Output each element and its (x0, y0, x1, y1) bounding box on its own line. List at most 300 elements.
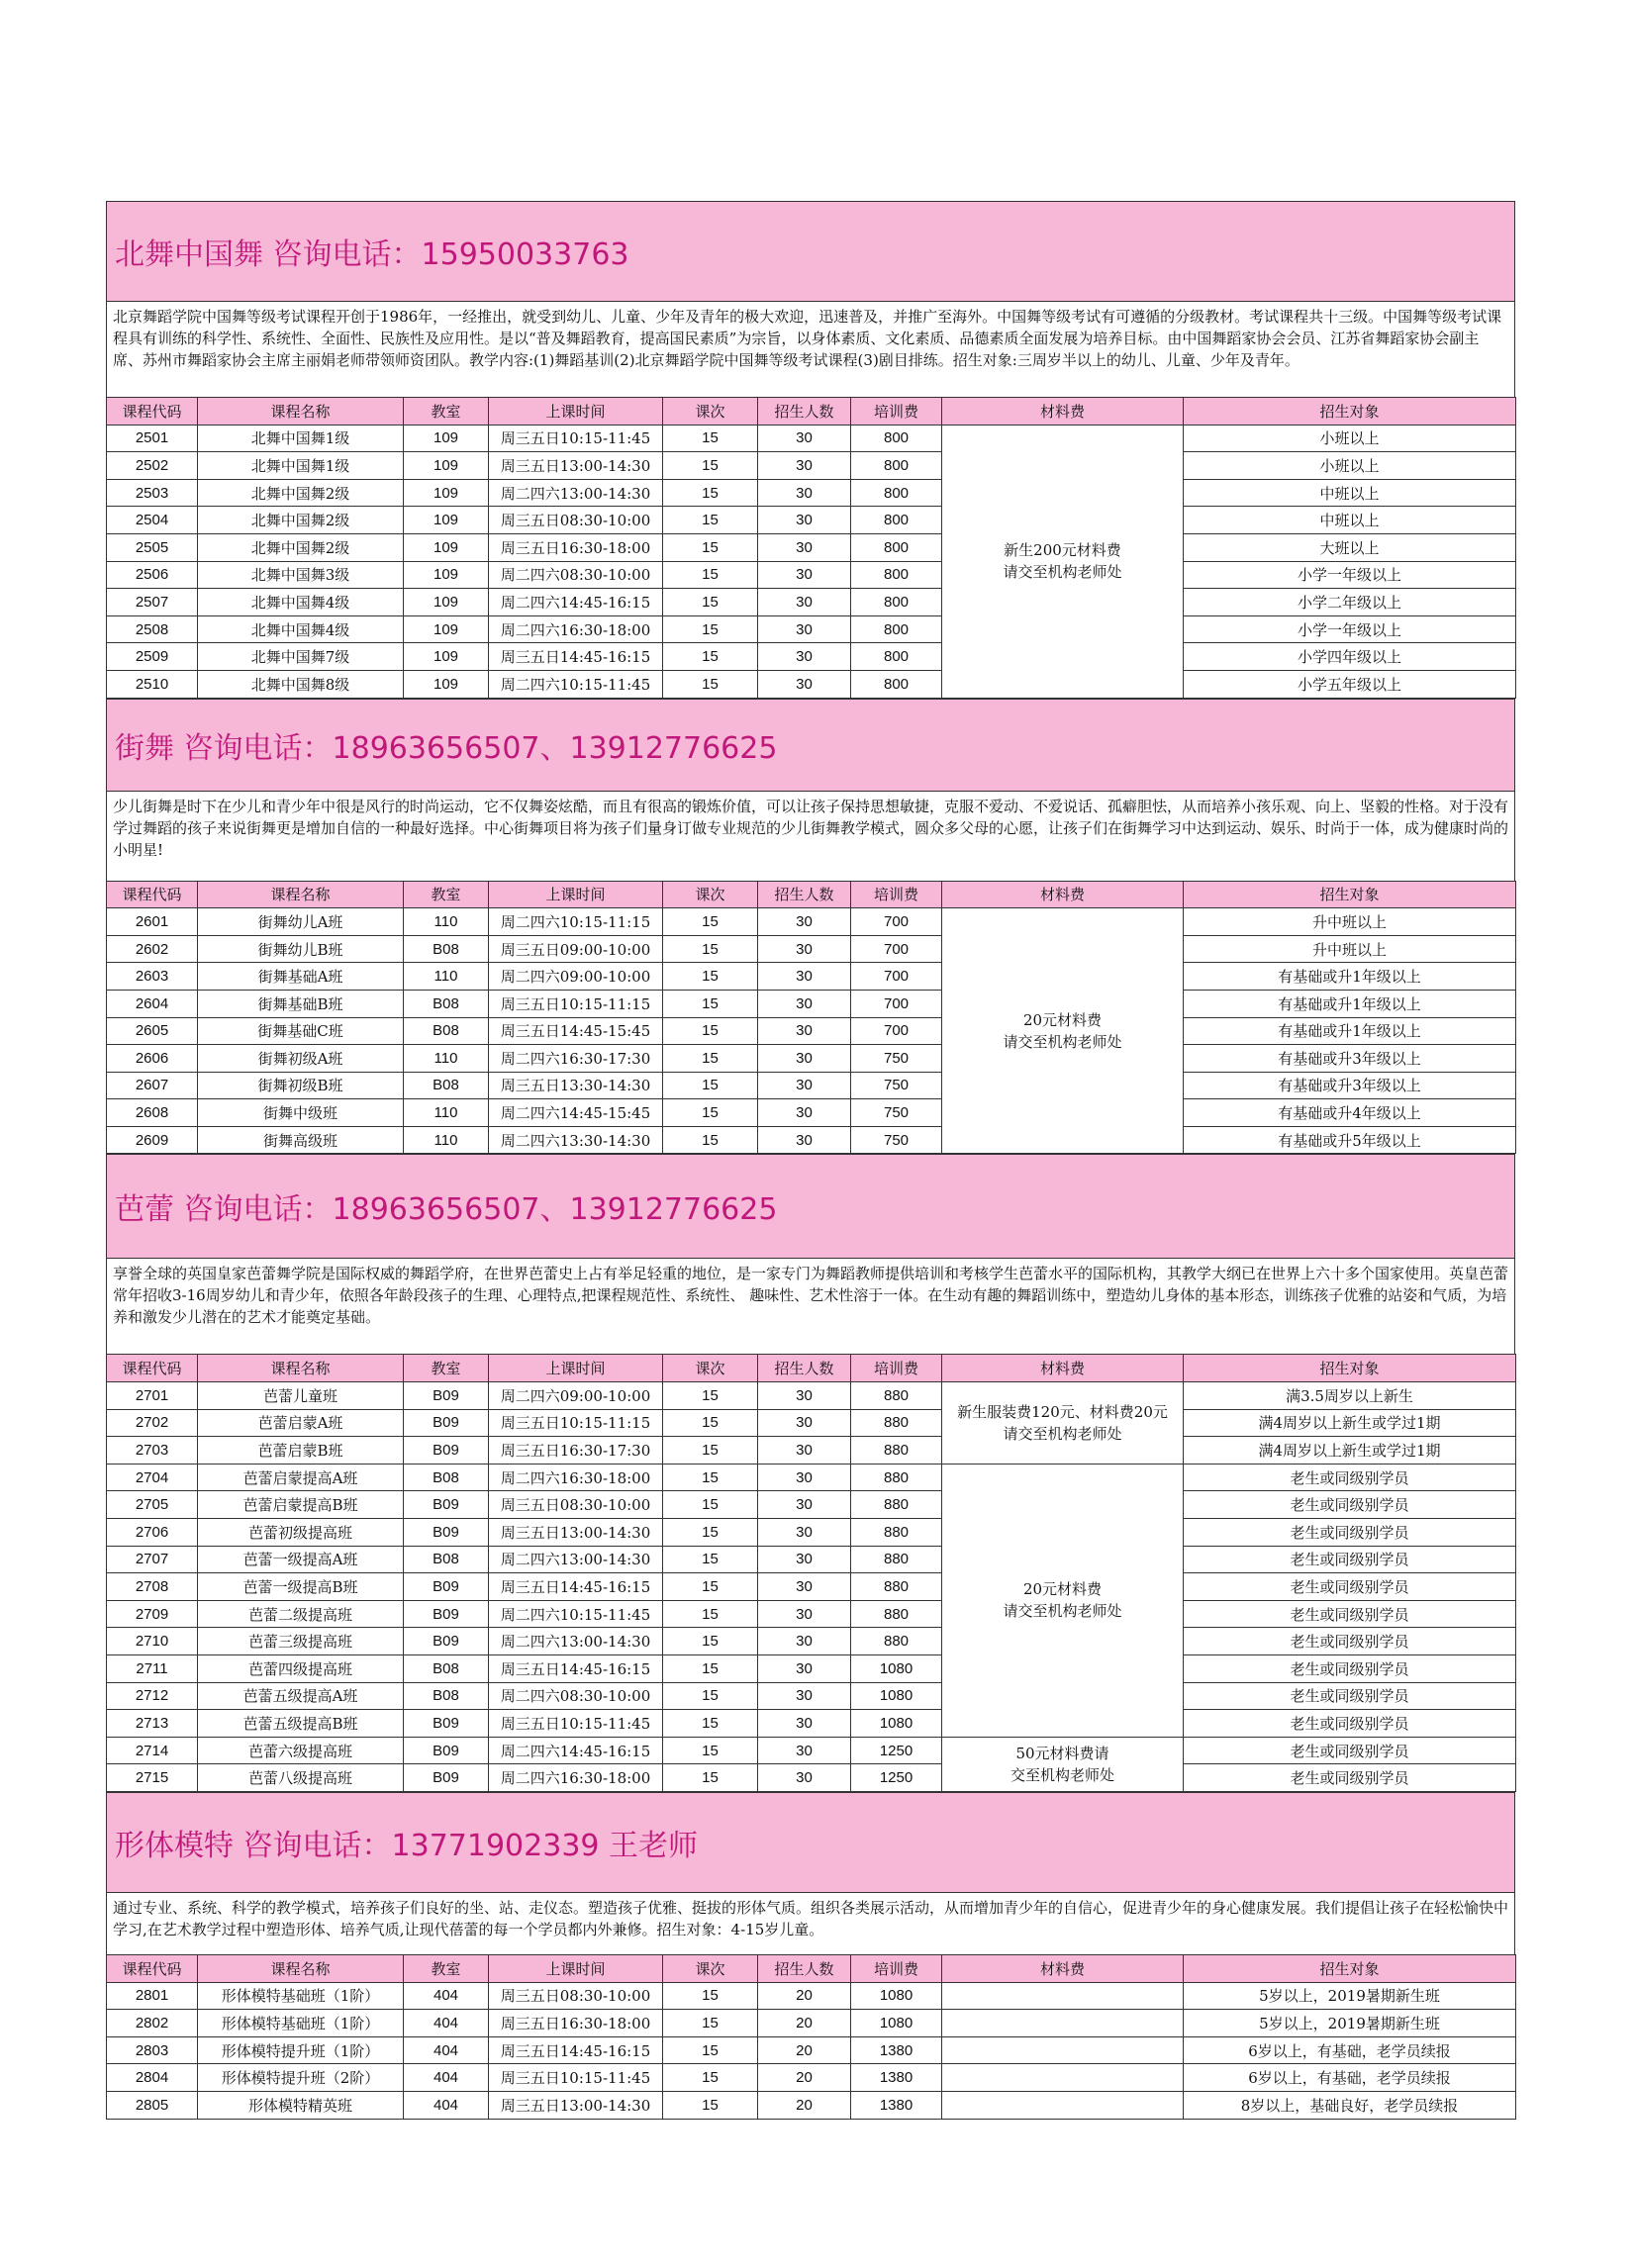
table-cell: B08 (404, 1017, 489, 1045)
table-cell: 15 (663, 1382, 758, 1410)
table-cell: 有基础或升1年级以上 (1184, 963, 1516, 991)
table-cell: 880 (851, 1519, 942, 1547)
table-row (107, 2091, 1516, 2119)
table-row (107, 425, 1516, 452)
table-cell: 周二四六08:30-10:00 (489, 561, 663, 589)
table-cell: 8岁以上，基础良好，老学员续报 (1184, 2091, 1516, 2119)
table-cell: 北舞中国舞4级 (198, 615, 404, 643)
table-cell: 周二四六16:30-18:00 (489, 1464, 663, 1491)
table-row (107, 1464, 1516, 1491)
course-section (106, 699, 1515, 1155)
table-row (107, 908, 1516, 936)
table-cell: 15 (663, 2010, 758, 2037)
table-cell: 15 (663, 479, 758, 507)
material-fee-cell (942, 2036, 1184, 2064)
course-section (106, 1154, 1515, 1792)
table-cell: 2603 (107, 963, 198, 991)
column-header: 上课时间 (489, 1954, 663, 1982)
table-row (107, 452, 1516, 480)
table-row (107, 589, 1516, 616)
table-cell: 880 (851, 1600, 942, 1628)
table-cell: 15 (663, 533, 758, 561)
table-cell: 700 (851, 908, 942, 936)
column-header: 上课时间 (489, 881, 663, 908)
table-cell: 15 (663, 1764, 758, 1792)
table-cell: 老生或同级别学员 (1184, 1710, 1516, 1738)
table-cell: 老生或同级别学员 (1184, 1464, 1516, 1491)
table-cell: 老生或同级别学员 (1184, 1655, 1516, 1683)
table-cell: 2507 (107, 589, 198, 616)
table-cell: 880 (851, 1464, 942, 1491)
table-cell: 750 (851, 1045, 942, 1073)
table-cell: 周三五日10:15-11:15 (489, 990, 663, 1017)
table-cell: B09 (404, 1409, 489, 1437)
table-cell: 880 (851, 1437, 942, 1465)
table-row (107, 1682, 1516, 1710)
table-cell: 15 (663, 1491, 758, 1519)
table-cell: 30 (758, 1382, 851, 1410)
table-cell: 小学一年级以上 (1184, 561, 1516, 589)
table-cell: 北舞中国舞8级 (198, 670, 404, 698)
table-cell: 2503 (107, 479, 198, 507)
table-cell: 2712 (107, 1682, 198, 1710)
table-cell: 20 (758, 2091, 851, 2119)
table-cell: 2506 (107, 561, 198, 589)
table-cell: B09 (404, 1600, 489, 1628)
table-cell: 20 (758, 2036, 851, 2064)
table-cell: 15 (663, 1655, 758, 1683)
table-cell: 2715 (107, 1764, 198, 1792)
material-fee-cell (942, 2010, 1184, 2037)
table-cell: 芭蕾启蒙提高A班 (198, 1464, 404, 1491)
section-description: 通过专业、系统、科学的教学模式，培养孩子们良好的坐、站、走仪态。塑造孩子优雅、挺拔的形体气质。组织各类展示活动，从而增加青少年的自信心，促进青少年的身心健康发展。我们提倡让孩子在轻松愉快中学习,在艺术教学过程中塑造形体、培养气质,让现代蓓蕾的每一个学员都内外兼修。招生对象：4-15岁儿童。 (106, 1892, 1515, 1954)
table-cell: 30 (758, 1409, 851, 1437)
table-cell: 2801 (107, 1982, 198, 2010)
table-cell: 2804 (107, 2064, 198, 2092)
table-cell: 街舞初级B班 (198, 1072, 404, 1099)
table-cell: 周三五日14:45-16:15 (489, 1655, 663, 1683)
course-section (106, 1792, 1515, 2120)
table-cell: 15 (663, 963, 758, 991)
table-cell: 2704 (107, 1464, 198, 1491)
table-cell: 2502 (107, 452, 198, 480)
table-cell: 15 (663, 1628, 758, 1655)
table-cell: 芭蕾儿童班 (198, 1382, 404, 1410)
table-header-row (107, 1355, 1516, 1382)
table-cell: 周二四六14:45-16:15 (489, 1737, 663, 1764)
column-header: 教室 (404, 1954, 489, 1982)
table-row (107, 1600, 1516, 1628)
table-cell: 芭蕾四级提高班 (198, 1655, 404, 1683)
table-cell: 2509 (107, 643, 198, 671)
table-cell: 700 (851, 963, 942, 991)
table-cell: 小学一年级以上 (1184, 615, 1516, 643)
table-cell: 周三五日16:30-18:00 (489, 533, 663, 561)
table-cell: 芭蕾三级提高班 (198, 1628, 404, 1655)
table-cell: 芭蕾初级提高班 (198, 1519, 404, 1547)
table-cell: 大班以上 (1184, 533, 1516, 561)
table-cell: 30 (758, 1126, 851, 1154)
table-cell: 15 (663, 1072, 758, 1099)
table-cell: 1080 (851, 1682, 942, 1710)
table-cell: 老生或同级别学员 (1184, 1682, 1516, 1710)
table-cell: 109 (404, 643, 489, 671)
table-header-row (107, 1954, 1516, 1982)
table-cell: 街舞基础A班 (198, 963, 404, 991)
column-header: 课程代码 (107, 398, 198, 425)
table-cell: 老生或同级别学员 (1184, 1491, 1516, 1519)
table-cell: 404 (404, 2064, 489, 2092)
table-cell: 形体模特基础班（1阶） (198, 2010, 404, 2037)
table-cell: 1080 (851, 1655, 942, 1683)
table-cell: 2706 (107, 1519, 198, 1547)
column-header: 招生人数 (758, 1355, 851, 1382)
table-cell: 满3.5周岁以上新生 (1184, 1382, 1516, 1410)
table-cell: 30 (758, 1072, 851, 1099)
table-cell: 周三五日14:45-15:45 (489, 1017, 663, 1045)
section-title: 形体模特 咨询电话：13771902339 王老师 (106, 1792, 1515, 1892)
table-cell: 30 (758, 643, 851, 671)
section-title: 北舞中国舞 咨询电话：15950033763 (106, 201, 1515, 301)
table-cell: 街舞幼儿B班 (198, 935, 404, 963)
table-cell: 2805 (107, 2091, 198, 2119)
table-row (107, 533, 1516, 561)
table-cell: 800 (851, 670, 942, 698)
table-cell: 15 (663, 2036, 758, 2064)
table-cell: 404 (404, 2091, 489, 2119)
table-cell: 110 (404, 908, 489, 936)
table-cell: 小班以上 (1184, 425, 1516, 452)
table-cell: 有基础或升1年级以上 (1184, 1017, 1516, 1045)
table-cell: 880 (851, 1628, 942, 1655)
table-row (107, 1628, 1516, 1655)
table-row (107, 1710, 1516, 1738)
table-cell: 2714 (107, 1737, 198, 1764)
table-cell: 109 (404, 615, 489, 643)
table-cell: B08 (404, 1655, 489, 1683)
table-cell: 110 (404, 1099, 489, 1127)
table-cell: 30 (758, 1764, 851, 1792)
table-cell: 2605 (107, 1017, 198, 1045)
table-cell: 升中班以上 (1184, 935, 1516, 963)
course-table (106, 397, 1516, 699)
table-cell: 街舞中级班 (198, 1099, 404, 1127)
column-header: 课次 (663, 398, 758, 425)
table-row (107, 1017, 1516, 1045)
table-cell: 街舞高级班 (198, 1126, 404, 1154)
column-header: 招生对象 (1184, 1954, 1516, 1982)
table-cell: 15 (663, 1519, 758, 1547)
table-cell: 30 (758, 1737, 851, 1764)
table-cell: 周二四六13:00-14:30 (489, 1546, 663, 1573)
table-cell: 109 (404, 561, 489, 589)
table-cell: 升中班以上 (1184, 908, 1516, 936)
column-header: 课程名称 (198, 881, 404, 908)
table-cell: 北舞中国舞4级 (198, 589, 404, 616)
table-cell: 15 (663, 2091, 758, 2119)
table-cell: 20 (758, 1982, 851, 2010)
table-cell: 周三五日10:15-11:45 (489, 1710, 663, 1738)
table-cell: B08 (404, 1682, 489, 1710)
table-cell: B08 (404, 1464, 489, 1491)
table-row (107, 1437, 1516, 1465)
table-cell: 15 (663, 1017, 758, 1045)
table-cell: 109 (404, 533, 489, 561)
column-header: 培训费 (851, 398, 942, 425)
table-cell: B09 (404, 1737, 489, 1764)
section-description: 享誉全球的英国皇家芭蕾舞学院是国际权威的舞蹈学府，在世界芭蕾史上占有举足轻重的地位，是一家专门为舞蹈教师提供培训和考核学生芭蕾水平的国际机构，其教学大纲已在世界上六十多个国家使用。英皇芭蕾常年招收3-16周岁幼儿和青少年，依照各年龄段孩子的生理、心理特点,把课程规范性、系统性、 趣味性、艺术性溶于一体。在生动有趣的舞蹈训练中，塑造幼儿身体的基本形态，训练孩子优雅的站姿和气质，为培养和激发少儿潜在的艺术才能奠定基础。 (106, 1258, 1515, 1354)
table-cell: 北舞中国舞1级 (198, 425, 404, 452)
table-row (107, 1382, 1516, 1410)
column-header: 招生人数 (758, 1954, 851, 1982)
table-row (107, 615, 1516, 643)
table-cell: 6岁以上，有基础，老学员续报 (1184, 2036, 1516, 2064)
table-cell: 周三五日10:15-11:45 (489, 425, 663, 452)
table-cell: 北舞中国舞2级 (198, 533, 404, 561)
material-fee-cell (942, 2091, 1184, 2119)
table-row (107, 1045, 1516, 1073)
column-header: 课程代码 (107, 1954, 198, 1982)
table-cell: 15 (663, 2064, 758, 2092)
table-cell: 30 (758, 533, 851, 561)
table-cell: 中班以上 (1184, 479, 1516, 507)
table-cell: 750 (851, 1099, 942, 1127)
table-cell: 15 (663, 1682, 758, 1710)
table-cell: 2604 (107, 990, 198, 1017)
table-row (107, 963, 1516, 991)
table-cell: 30 (758, 452, 851, 480)
table-cell: 880 (851, 1546, 942, 1573)
table-cell: 2707 (107, 1546, 198, 1573)
table-cell: 800 (851, 589, 942, 616)
table-row (107, 1737, 1516, 1764)
table-cell: 15 (663, 561, 758, 589)
table-cell: 2803 (107, 2036, 198, 2064)
column-header: 上课时间 (489, 1355, 663, 1382)
table-cell: 30 (758, 1710, 851, 1738)
column-header: 教室 (404, 398, 489, 425)
column-header: 教室 (404, 1355, 489, 1382)
table-cell: 周二四六10:15-11:45 (489, 670, 663, 698)
table-row (107, 561, 1516, 589)
section-title: 街舞 咨询电话：18963656507、13912776625 (106, 699, 1515, 791)
table-cell: 1250 (851, 1764, 942, 1792)
material-fee-cell: 50元材料费请 交至机构老师处 (942, 1737, 1184, 1791)
table-cell: 30 (758, 1600, 851, 1628)
table-cell: 109 (404, 425, 489, 452)
table-cell: 1080 (851, 2010, 942, 2037)
table-cell: 30 (758, 1437, 851, 1465)
table-cell: 2703 (107, 1437, 198, 1465)
table-cell: B09 (404, 1710, 489, 1738)
table-cell: 老生或同级别学员 (1184, 1764, 1516, 1792)
table-cell: 2602 (107, 935, 198, 963)
material-fee-cell (942, 2064, 1184, 2092)
table-cell: 老生或同级别学员 (1184, 1737, 1516, 1764)
table-cell: 周二四六13:30-14:30 (489, 1126, 663, 1154)
course-section (106, 201, 1515, 699)
table-cell: 芭蕾五级提高B班 (198, 1710, 404, 1738)
table-cell: 110 (404, 1045, 489, 1073)
table-cell: 北舞中国舞2级 (198, 507, 404, 534)
table-cell: 周二四六10:15-11:45 (489, 1600, 663, 1628)
table-cell: 芭蕾二级提高班 (198, 1600, 404, 1628)
table-cell: 404 (404, 2010, 489, 2037)
table-cell: 5岁以上，2019暑期新生班 (1184, 2010, 1516, 2037)
table-row (107, 1764, 1516, 1792)
table-cell: 800 (851, 533, 942, 561)
table-cell: 周三五日14:45-16:15 (489, 643, 663, 671)
table-cell: 800 (851, 643, 942, 671)
table-cell: 形体模特提升班（2阶） (198, 2064, 404, 2092)
table-cell: 15 (663, 908, 758, 936)
table-cell: 800 (851, 561, 942, 589)
table-cell: 2508 (107, 615, 198, 643)
table-cell: 800 (851, 425, 942, 452)
table-cell: 有基础或升5年级以上 (1184, 1126, 1516, 1154)
table-cell: 街舞基础C班 (198, 1017, 404, 1045)
column-header: 课程名称 (198, 398, 404, 425)
table-cell: B09 (404, 1573, 489, 1601)
table-cell: 2802 (107, 2010, 198, 2037)
table-cell: 周二四六16:30-17:30 (489, 1045, 663, 1073)
table-cell: 15 (663, 1710, 758, 1738)
table-row (107, 1072, 1516, 1099)
table-cell: 周三五日14:45-16:15 (489, 2036, 663, 2064)
table-cell: 20 (758, 2010, 851, 2037)
table-cell: 30 (758, 1491, 851, 1519)
table-row (107, 1982, 1516, 2010)
table-cell: 110 (404, 963, 489, 991)
table-cell: 30 (758, 615, 851, 643)
table-cell: B09 (404, 1491, 489, 1519)
table-cell: 109 (404, 452, 489, 480)
column-header: 课程代码 (107, 881, 198, 908)
table-header-row (107, 398, 1516, 425)
table-row (107, 1126, 1516, 1154)
table-cell: 2713 (107, 1710, 198, 1738)
table-cell: 周二四六13:00-14:30 (489, 479, 663, 507)
column-header: 招生对象 (1184, 398, 1516, 425)
column-header: 培训费 (851, 1954, 942, 1982)
table-cell: 700 (851, 990, 942, 1017)
table-cell: 880 (851, 1491, 942, 1519)
column-header: 材料费 (942, 398, 1184, 425)
table-cell: 15 (663, 452, 758, 480)
table-cell: 北舞中国舞1级 (198, 452, 404, 480)
column-header: 课程名称 (198, 1355, 404, 1382)
material-fee-cell (942, 1982, 1184, 2010)
table-cell: 老生或同级别学员 (1184, 1519, 1516, 1547)
table-cell: 周二四六14:45-15:45 (489, 1099, 663, 1127)
table-cell: 880 (851, 1573, 942, 1601)
table-cell: 15 (663, 1464, 758, 1491)
table-row (107, 1099, 1516, 1127)
table-cell: 15 (663, 1437, 758, 1465)
table-cell: 30 (758, 1017, 851, 1045)
table-cell: 芭蕾启蒙A班 (198, 1409, 404, 1437)
table-cell: 芭蕾一级提高A班 (198, 1546, 404, 1573)
table-cell: 有基础或升1年级以上 (1184, 990, 1516, 1017)
table-cell: 形体模特基础班（1阶） (198, 1982, 404, 2010)
table-cell: 中班以上 (1184, 507, 1516, 534)
table-cell: 周二四六14:45-16:15 (489, 589, 663, 616)
table-cell: 30 (758, 1655, 851, 1683)
table-cell: 有基础或升4年级以上 (1184, 1099, 1516, 1127)
table-cell: 800 (851, 479, 942, 507)
table-cell: 30 (758, 908, 851, 936)
table-cell: 周二四六09:00-10:00 (489, 963, 663, 991)
table-cell: 2609 (107, 1126, 198, 1154)
material-fee-cell: 20元材料费 请交至机构老师处 (942, 908, 1184, 1154)
table-cell: 15 (663, 425, 758, 452)
table-cell: 周二四六09:00-10:00 (489, 1382, 663, 1410)
table-cell: 15 (663, 507, 758, 534)
table-row (107, 1546, 1516, 1573)
table-cell: B08 (404, 1546, 489, 1573)
column-header: 材料费 (942, 881, 1184, 908)
table-cell: 周三五日08:30-10:00 (489, 1982, 663, 2010)
table-cell: 有基础或升3年级以上 (1184, 1072, 1516, 1099)
table-cell: 周三五日10:15-11:45 (489, 2064, 663, 2092)
table-cell: 404 (404, 2036, 489, 2064)
table-cell: 1080 (851, 1982, 942, 2010)
table-cell: 15 (663, 589, 758, 616)
table-cell: 周三五日16:30-17:30 (489, 1437, 663, 1465)
table-cell: 老生或同级别学员 (1184, 1628, 1516, 1655)
table-row (107, 643, 1516, 671)
column-header: 培训费 (851, 1355, 942, 1382)
table-cell: 街舞基础B班 (198, 990, 404, 1017)
table-cell: B09 (404, 1628, 489, 1655)
table-cell: 30 (758, 561, 851, 589)
table-cell: B09 (404, 1764, 489, 1792)
table-cell: 15 (663, 1573, 758, 1601)
table-cell: 2702 (107, 1409, 198, 1437)
table-cell: 2708 (107, 1573, 198, 1601)
column-header: 上课时间 (489, 398, 663, 425)
table-cell: 周三五日13:00-14:30 (489, 1519, 663, 1547)
table-row (107, 670, 1516, 698)
table-cell: 15 (663, 1600, 758, 1628)
table-cell: 芭蕾五级提高A班 (198, 1682, 404, 1710)
table-cell: 2510 (107, 670, 198, 698)
table-cell: 5岁以上，2019暑期新生班 (1184, 1982, 1516, 2010)
table-cell: 15 (663, 1409, 758, 1437)
table-row (107, 935, 1516, 963)
table-row (107, 1655, 1516, 1683)
table-cell: 小学四年级以上 (1184, 643, 1516, 671)
table-cell: 有基础或升3年级以上 (1184, 1045, 1516, 1073)
table-cell: 芭蕾一级提高B班 (198, 1573, 404, 1601)
table-cell: 15 (663, 670, 758, 698)
table-cell: 30 (758, 670, 851, 698)
table-cell: 15 (663, 1126, 758, 1154)
table-cell: 街舞初级A班 (198, 1045, 404, 1073)
table-cell: 2504 (107, 507, 198, 534)
table-cell: 周二四六16:30-18:00 (489, 1764, 663, 1792)
table-cell: 1250 (851, 1737, 942, 1764)
table-cell: 周三五日08:30-10:00 (489, 507, 663, 534)
table-cell: 30 (758, 963, 851, 991)
table-cell: 2705 (107, 1491, 198, 1519)
table-cell: 700 (851, 1017, 942, 1045)
table-row (107, 2064, 1516, 2092)
table-cell: 芭蕾六级提高班 (198, 1737, 404, 1764)
table-cell: 30 (758, 507, 851, 534)
column-header: 课次 (663, 881, 758, 908)
column-header: 招生人数 (758, 398, 851, 425)
